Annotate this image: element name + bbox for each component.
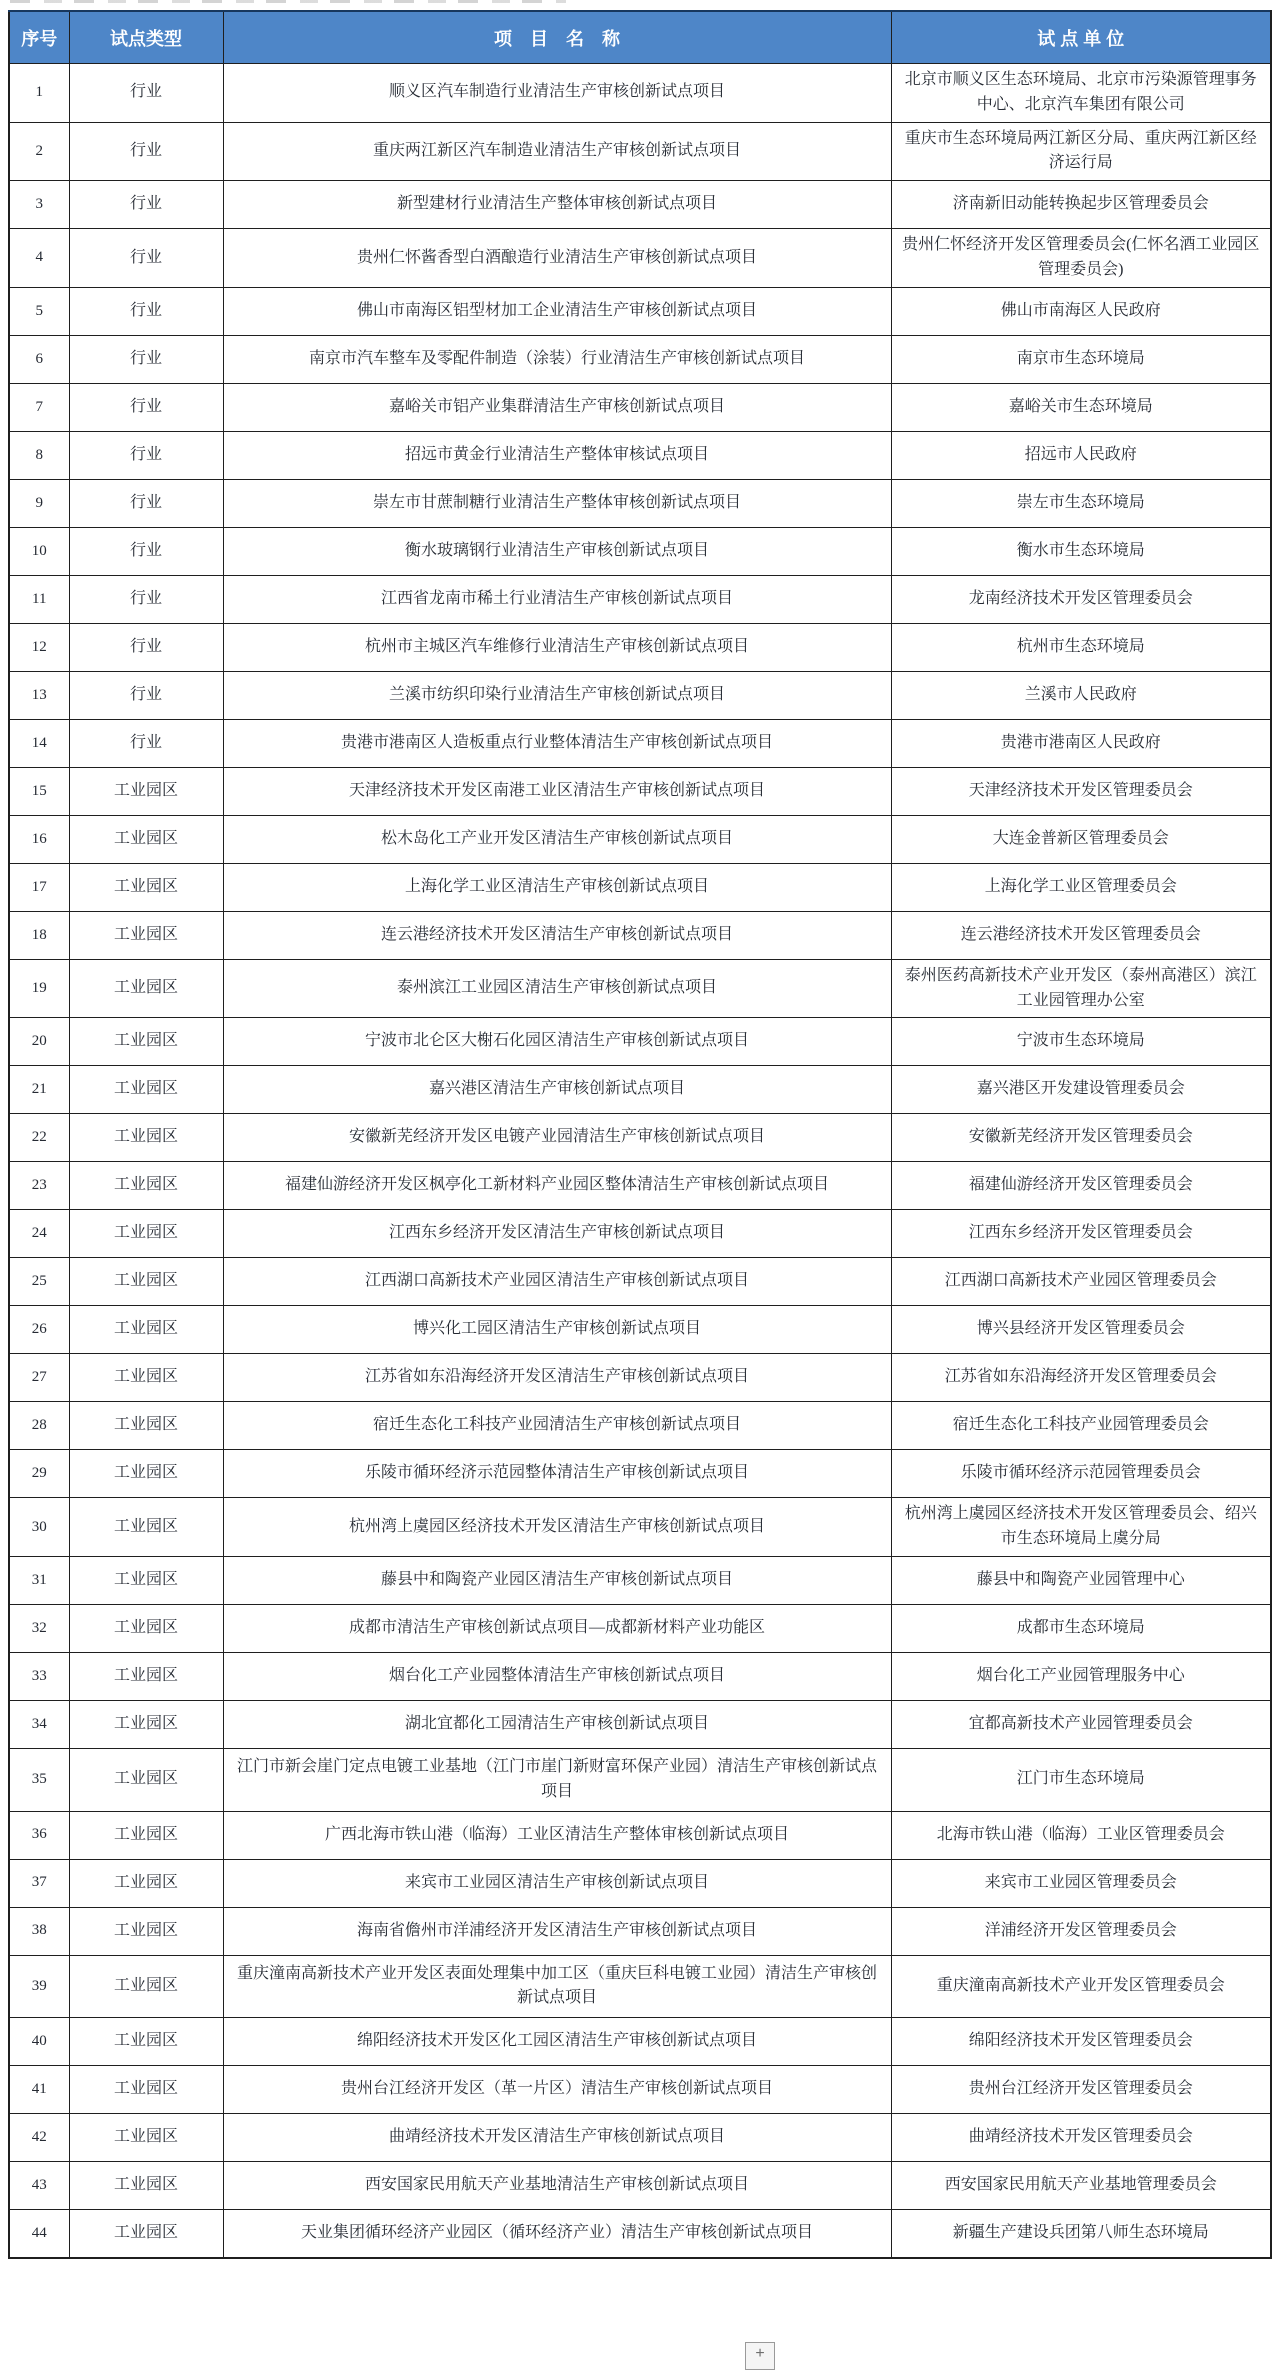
table-row (9, 1066, 1271, 1114)
pilot-unit-cell: 江门市生态环境局 (891, 1748, 1271, 1811)
table-row (9, 575, 1271, 623)
table-row (9, 1811, 1271, 1859)
add-row-button[interactable]: + (745, 2342, 775, 2370)
pilot-unit-cell: 嘉兴港区开发建设管理委员会 (891, 1066, 1271, 1114)
pilot-unit-cell: 洋浦经济开发区管理委员会 (891, 1907, 1271, 1955)
table-row (9, 767, 1271, 815)
pilot-type-cell: 行业 (69, 64, 223, 123)
table-row (9, 1700, 1271, 1748)
row-number-cell: 18 (9, 911, 69, 959)
pilot-unit-cell: 江西湖口高新技术产业园区管理委员会 (891, 1258, 1271, 1306)
table-row (9, 527, 1271, 575)
table-row (9, 815, 1271, 863)
pilot-unit-cell: 福建仙游经济开发区管理委员会 (891, 1162, 1271, 1210)
pilot-type-cell: 工业园区 (69, 1402, 223, 1450)
row-number-cell: 5 (9, 287, 69, 335)
row-number-cell: 22 (9, 1114, 69, 1162)
table-row (9, 1306, 1271, 1354)
table-row (9, 64, 1271, 123)
project-name-cell: 泰州滨江工业园区清洁生产审核创新试点项目 (223, 959, 891, 1018)
project-name-cell: 江西湖口高新技术产业园区清洁生产审核创新试点项目 (223, 1258, 891, 1306)
table-row (9, 1114, 1271, 1162)
pilot-type-cell: 行业 (69, 181, 223, 229)
pilot-unit-cell: 宿迁生态化工科技产业园管理委员会 (891, 1402, 1271, 1450)
table-row (9, 181, 1271, 229)
project-name-cell: 博兴化工园区清洁生产审核创新试点项目 (223, 1306, 891, 1354)
row-number-cell: 4 (9, 229, 69, 288)
project-name-cell: 连云港经济技术开发区清洁生产审核创新试点项目 (223, 911, 891, 959)
table-row (9, 2162, 1271, 2210)
row-number-cell: 13 (9, 671, 69, 719)
table-row (9, 1498, 1271, 1557)
table-row (9, 1652, 1271, 1700)
pilot-unit-cell: 嘉峪关市生态环境局 (891, 383, 1271, 431)
row-number-cell: 21 (9, 1066, 69, 1114)
project-name-cell: 江西东乡经济开发区清洁生产审核创新试点项目 (223, 1210, 891, 1258)
pilot-type-cell: 行业 (69, 383, 223, 431)
row-number-cell: 33 (9, 1652, 69, 1700)
row-number-cell: 2 (9, 122, 69, 181)
row-number-cell: 19 (9, 959, 69, 1018)
project-name-cell: 崇左市甘蔗制糖行业清洁生产整体审核创新试点项目 (223, 479, 891, 527)
pilot-type-cell: 工业园区 (69, 1700, 223, 1748)
row-number-cell: 10 (9, 527, 69, 575)
row-number-cell: 23 (9, 1162, 69, 1210)
table-row (9, 1859, 1271, 1907)
header-type: 试点类型 (69, 11, 223, 64)
table-row (9, 1018, 1271, 1066)
project-name-cell: 成都市清洁生产审核创新试点项目—成都新材料产业功能区 (223, 1604, 891, 1652)
project-name-cell: 佛山市南海区铝型材加工企业清洁生产审核创新试点项目 (223, 287, 891, 335)
pilot-unit-cell: 贵港市港南区人民政府 (891, 719, 1271, 767)
pilot-unit-cell: 贵州仁怀经济开发区管理委员会(仁怀名酒工业园区管理委员会) (891, 229, 1271, 288)
pilot-type-cell: 行业 (69, 479, 223, 527)
pilot-unit-cell: 北海市铁山港（临海）工业区管理委员会 (891, 1811, 1271, 1859)
pilot-unit-cell: 招远市人民政府 (891, 431, 1271, 479)
table-row (9, 2210, 1271, 2259)
project-name-cell: 重庆两江新区汽车制造业清洁生产审核创新试点项目 (223, 122, 891, 181)
top-edge-artifact (10, 0, 566, 3)
row-number-cell: 37 (9, 1859, 69, 1907)
project-name-cell: 新型建材行业清洁生产整体审核创新试点项目 (223, 181, 891, 229)
project-name-cell: 湖北宜都化工园清洁生产审核创新试点项目 (223, 1700, 891, 1748)
project-name-cell: 西安国家民用航天产业基地清洁生产审核创新试点项目 (223, 2162, 891, 2210)
pilot-unit-cell: 曲靖经济技术开发区管理委员会 (891, 2114, 1271, 2162)
pilot-type-cell: 工业园区 (69, 1811, 223, 1859)
pilot-unit-cell: 西安国家民用航天产业基地管理委员会 (891, 2162, 1271, 2210)
project-name-cell: 藤县中和陶瓷产业园区清洁生产审核创新试点项目 (223, 1556, 891, 1604)
table-row (9, 479, 1271, 527)
pilot-type-cell: 行业 (69, 527, 223, 575)
table-row (9, 287, 1271, 335)
row-number-cell: 28 (9, 1402, 69, 1450)
project-name-cell: 兰溪市纺织印染行业清洁生产审核创新试点项目 (223, 671, 891, 719)
project-name-cell: 江门市新会崖门定点电镀工业基地（江门市崖门新财富环保产业园）清洁生产审核创新试点项目 (223, 1748, 891, 1811)
row-number-cell: 39 (9, 1955, 69, 2018)
project-name-cell: 海南省儋州市洋浦经济开发区清洁生产审核创新试点项目 (223, 1907, 891, 1955)
table-row (9, 335, 1271, 383)
project-name-cell: 杭州市主城区汽车维修行业清洁生产审核创新试点项目 (223, 623, 891, 671)
row-number-cell: 11 (9, 575, 69, 623)
header-row (9, 11, 1271, 64)
row-number-cell: 25 (9, 1258, 69, 1306)
pilot-unit-cell: 藤县中和陶瓷产业园管理中心 (891, 1556, 1271, 1604)
pilot-type-cell: 行业 (69, 431, 223, 479)
row-number-cell: 14 (9, 719, 69, 767)
pilot-unit-cell: 北京市顺义区生态环境局、北京市污染源管理事务中心、北京汽车集团有限公司 (891, 64, 1271, 123)
project-name-cell: 南京市汽车整车及零配件制造（涂装）行业清洁生产审核创新试点项目 (223, 335, 891, 383)
pilot-type-cell: 工业园区 (69, 1907, 223, 1955)
table-row (9, 1556, 1271, 1604)
pilot-unit-cell: 来宾市工业园区管理委员会 (891, 1859, 1271, 1907)
pilot-type-cell: 工业园区 (69, 1306, 223, 1354)
table-row (9, 2066, 1271, 2114)
pilot-unit-cell: 新疆生产建设兵团第八师生态环境局 (891, 2210, 1271, 2259)
project-name-cell: 嘉兴港区清洁生产审核创新试点项目 (223, 1066, 891, 1114)
project-name-cell: 天津经济技术开发区南港工业区清洁生产审核创新试点项目 (223, 767, 891, 815)
pilot-type-cell: 工业园区 (69, 2066, 223, 2114)
project-name-cell: 福建仙游经济开发区枫亭化工新材料产业园区整体清洁生产审核创新试点项目 (223, 1162, 891, 1210)
pilot-type-cell: 行业 (69, 719, 223, 767)
project-name-cell: 曲靖经济技术开发区清洁生产审核创新试点项目 (223, 2114, 891, 2162)
row-number-cell: 20 (9, 1018, 69, 1066)
row-number-cell: 32 (9, 1604, 69, 1652)
project-name-cell: 宿迁生态化工科技产业园清洁生产审核创新试点项目 (223, 1402, 891, 1450)
row-number-cell: 24 (9, 1210, 69, 1258)
pilot-unit-cell: 安徽新芜经济开发区管理委员会 (891, 1114, 1271, 1162)
pilot-type-cell: 行业 (69, 671, 223, 719)
project-name-cell: 江西省龙南市稀土行业清洁生产审核创新试点项目 (223, 575, 891, 623)
table-row (9, 959, 1271, 1018)
pilot-unit-cell: 杭州市生态环境局 (891, 623, 1271, 671)
pilot-unit-cell: 重庆潼南高新技术产业开发区管理委员会 (891, 1955, 1271, 2018)
row-number-cell: 43 (9, 2162, 69, 2210)
pilot-type-cell: 工业园区 (69, 1859, 223, 1907)
pilot-type-cell: 工业园区 (69, 815, 223, 863)
table-row (9, 1162, 1271, 1210)
pilot-unit-cell: 济南新旧动能转换起步区管理委员会 (891, 181, 1271, 229)
project-name-cell: 杭州湾上虞园区经济技术开发区清洁生产审核创新试点项目 (223, 1498, 891, 1557)
pilot-unit-cell: 泰州医药高新技术产业开发区（泰州高港区）滨江工业园管理办公室 (891, 959, 1271, 1018)
table-row (9, 1402, 1271, 1450)
project-name-cell: 顺义区汽车制造行业清洁生产审核创新试点项目 (223, 64, 891, 123)
pilot-projects-table (8, 10, 1272, 2259)
header-num: 序号 (9, 11, 69, 64)
pilot-unit-cell: 上海化学工业区管理委员会 (891, 863, 1271, 911)
project-name-cell: 贵州仁怀酱香型白酒酿造行业清洁生产审核创新试点项目 (223, 229, 891, 288)
pilot-type-cell: 工业园区 (69, 767, 223, 815)
table-body (9, 64, 1271, 2259)
row-number-cell: 36 (9, 1811, 69, 1859)
pilot-unit-cell: 绵阳经济技术开发区管理委员会 (891, 2018, 1271, 2066)
pilot-type-cell: 工业园区 (69, 1498, 223, 1557)
pilot-unit-cell: 龙南经济技术开发区管理委员会 (891, 575, 1271, 623)
table-row (9, 1450, 1271, 1498)
pilot-type-cell: 行业 (69, 229, 223, 288)
pilot-unit-cell: 兰溪市人民政府 (891, 671, 1271, 719)
table-row (9, 719, 1271, 767)
project-name-cell: 上海化学工业区清洁生产审核创新试点项目 (223, 863, 891, 911)
pilot-type-cell: 行业 (69, 287, 223, 335)
project-name-cell: 贵港市港南区人造板重点行业整体清洁生产审核创新试点项目 (223, 719, 891, 767)
pilot-unit-cell: 宁波市生态环境局 (891, 1018, 1271, 1066)
pilot-type-cell: 工业园区 (69, 1258, 223, 1306)
pilot-unit-cell: 南京市生态环境局 (891, 335, 1271, 383)
pilot-type-cell: 工业园区 (69, 1114, 223, 1162)
pilot-type-cell: 工业园区 (69, 1748, 223, 1811)
pilot-type-cell: 工业园区 (69, 911, 223, 959)
row-number-cell: 41 (9, 2066, 69, 2114)
pilot-type-cell: 工业园区 (69, 1450, 223, 1498)
row-number-cell: 40 (9, 2018, 69, 2066)
pilot-unit-cell: 佛山市南海区人民政府 (891, 287, 1271, 335)
project-name-cell: 衡水玻璃钢行业清洁生产审核创新试点项目 (223, 527, 891, 575)
table-row (9, 2114, 1271, 2162)
pilot-unit-cell: 衡水市生态环境局 (891, 527, 1271, 575)
table-row (9, 383, 1271, 431)
table-row (9, 911, 1271, 959)
row-number-cell: 27 (9, 1354, 69, 1402)
row-number-cell: 7 (9, 383, 69, 431)
project-name-cell: 重庆潼南高新技术产业开发区表面处理集中加工区（重庆巨科电镀工业园）清洁生产审核创新试点项目 (223, 1955, 891, 2018)
row-number-cell: 8 (9, 431, 69, 479)
pilot-type-cell: 行业 (69, 335, 223, 383)
row-number-cell: 38 (9, 1907, 69, 1955)
pilot-unit-cell: 崇左市生态环境局 (891, 479, 1271, 527)
project-name-cell: 烟台化工产业园整体清洁生产审核创新试点项目 (223, 1652, 891, 1700)
project-name-cell: 宁波市北仑区大榭石化园区清洁生产审核创新试点项目 (223, 1018, 891, 1066)
pilot-unit-cell: 江苏省如东沿海经济开发区管理委员会 (891, 1354, 1271, 1402)
pilot-unit-cell: 天津经济技术开发区管理委员会 (891, 767, 1271, 815)
row-number-cell: 30 (9, 1498, 69, 1557)
row-number-cell: 35 (9, 1748, 69, 1811)
pilot-type-cell: 工业园区 (69, 1604, 223, 1652)
table-row (9, 1210, 1271, 1258)
table-row (9, 1604, 1271, 1652)
table-row (9, 1748, 1271, 1811)
pilot-unit-cell: 江西东乡经济开发区管理委员会 (891, 1210, 1271, 1258)
pilot-type-cell: 工业园区 (69, 2210, 223, 2259)
table-row (9, 1907, 1271, 1955)
row-number-cell: 6 (9, 335, 69, 383)
table-row (9, 1955, 1271, 2018)
row-number-cell: 3 (9, 181, 69, 229)
table-row (9, 431, 1271, 479)
row-number-cell: 26 (9, 1306, 69, 1354)
pilot-type-cell: 工业园区 (69, 2114, 223, 2162)
table-row (9, 863, 1271, 911)
pilot-unit-cell: 烟台化工产业园管理服务中心 (891, 1652, 1271, 1700)
project-name-cell: 江苏省如东沿海经济开发区清洁生产审核创新试点项目 (223, 1354, 891, 1402)
pilot-type-cell: 工业园区 (69, 1018, 223, 1066)
pilot-type-cell: 工业园区 (69, 2162, 223, 2210)
table-row (9, 671, 1271, 719)
pilot-type-cell: 行业 (69, 623, 223, 671)
project-name-cell: 乐陵市循环经济示范园整体清洁生产审核创新试点项目 (223, 1450, 891, 1498)
project-name-cell: 嘉峪关市铝产业集群清洁生产审核创新试点项目 (223, 383, 891, 431)
pilot-type-cell: 工业园区 (69, 1354, 223, 1402)
pilot-type-cell: 行业 (69, 122, 223, 181)
row-number-cell: 42 (9, 2114, 69, 2162)
project-name-cell: 广西北海市铁山港（临海）工业区清洁生产整体审核创新试点项目 (223, 1811, 891, 1859)
row-number-cell: 1 (9, 64, 69, 123)
pilot-type-cell: 工业园区 (69, 1210, 223, 1258)
pilot-type-cell: 工业园区 (69, 1652, 223, 1700)
project-name-cell: 绵阳经济技术开发区化工园区清洁生产审核创新试点项目 (223, 2018, 891, 2066)
pilot-type-cell: 工业园区 (69, 863, 223, 911)
pilot-unit-cell: 贵州台江经济开发区管理委员会 (891, 2066, 1271, 2114)
table-row (9, 229, 1271, 288)
project-name-cell: 来宾市工业园区清洁生产审核创新试点项目 (223, 1859, 891, 1907)
pilot-unit-cell: 乐陵市循环经济示范园管理委员会 (891, 1450, 1271, 1498)
row-number-cell: 9 (9, 479, 69, 527)
pilot-unit-cell: 杭州湾上虞园区经济技术开发区管理委员会、绍兴市生态环境局上虞分局 (891, 1498, 1271, 1557)
pilot-type-cell: 工业园区 (69, 1066, 223, 1114)
pilot-type-cell: 工业园区 (69, 1162, 223, 1210)
table-row (9, 2018, 1271, 2066)
pilot-type-cell: 工业园区 (69, 2018, 223, 2066)
pilot-unit-cell: 宜都高新技术产业园管理委员会 (891, 1700, 1271, 1748)
header-project: 项 目 名 称 (223, 11, 891, 64)
row-number-cell: 12 (9, 623, 69, 671)
header-unit: 试 点 单 位 (891, 11, 1271, 64)
table-header (9, 11, 1271, 64)
table-row (9, 122, 1271, 181)
row-number-cell: 16 (9, 815, 69, 863)
row-number-cell: 34 (9, 1700, 69, 1748)
row-number-cell: 29 (9, 1450, 69, 1498)
pilot-unit-cell: 成都市生态环境局 (891, 1604, 1271, 1652)
pilot-unit-cell: 连云港经济技术开发区管理委员会 (891, 911, 1271, 959)
pilot-type-cell: 工业园区 (69, 1556, 223, 1604)
project-name-cell: 天业集团循环经济产业园区（循环经济产业）清洁生产审核创新试点项目 (223, 2210, 891, 2259)
pilot-unit-cell: 大连金普新区管理委员会 (891, 815, 1271, 863)
pilot-type-cell: 行业 (69, 575, 223, 623)
row-number-cell: 17 (9, 863, 69, 911)
project-name-cell: 贵州台江经济开发区（革一片区）清洁生产审核创新试点项目 (223, 2066, 891, 2114)
row-number-cell: 31 (9, 1556, 69, 1604)
pilot-unit-cell: 博兴县经济开发区管理委员会 (891, 1306, 1271, 1354)
table-row (9, 1258, 1271, 1306)
row-number-cell: 15 (9, 767, 69, 815)
table-row (9, 623, 1271, 671)
project-name-cell: 松木岛化工产业开发区清洁生产审核创新试点项目 (223, 815, 891, 863)
project-name-cell: 安徽新芜经济开发区电镀产业园清洁生产审核创新试点项目 (223, 1114, 891, 1162)
project-name-cell: 招远市黄金行业清洁生产整体审核试点项目 (223, 431, 891, 479)
pilot-type-cell: 工业园区 (69, 1955, 223, 2018)
table-row (9, 1354, 1271, 1402)
row-number-cell: 44 (9, 2210, 69, 2259)
pilot-unit-cell: 重庆市生态环境局两江新区分局、重庆两江新区经济运行局 (891, 122, 1271, 181)
pilot-type-cell: 工业园区 (69, 959, 223, 1018)
